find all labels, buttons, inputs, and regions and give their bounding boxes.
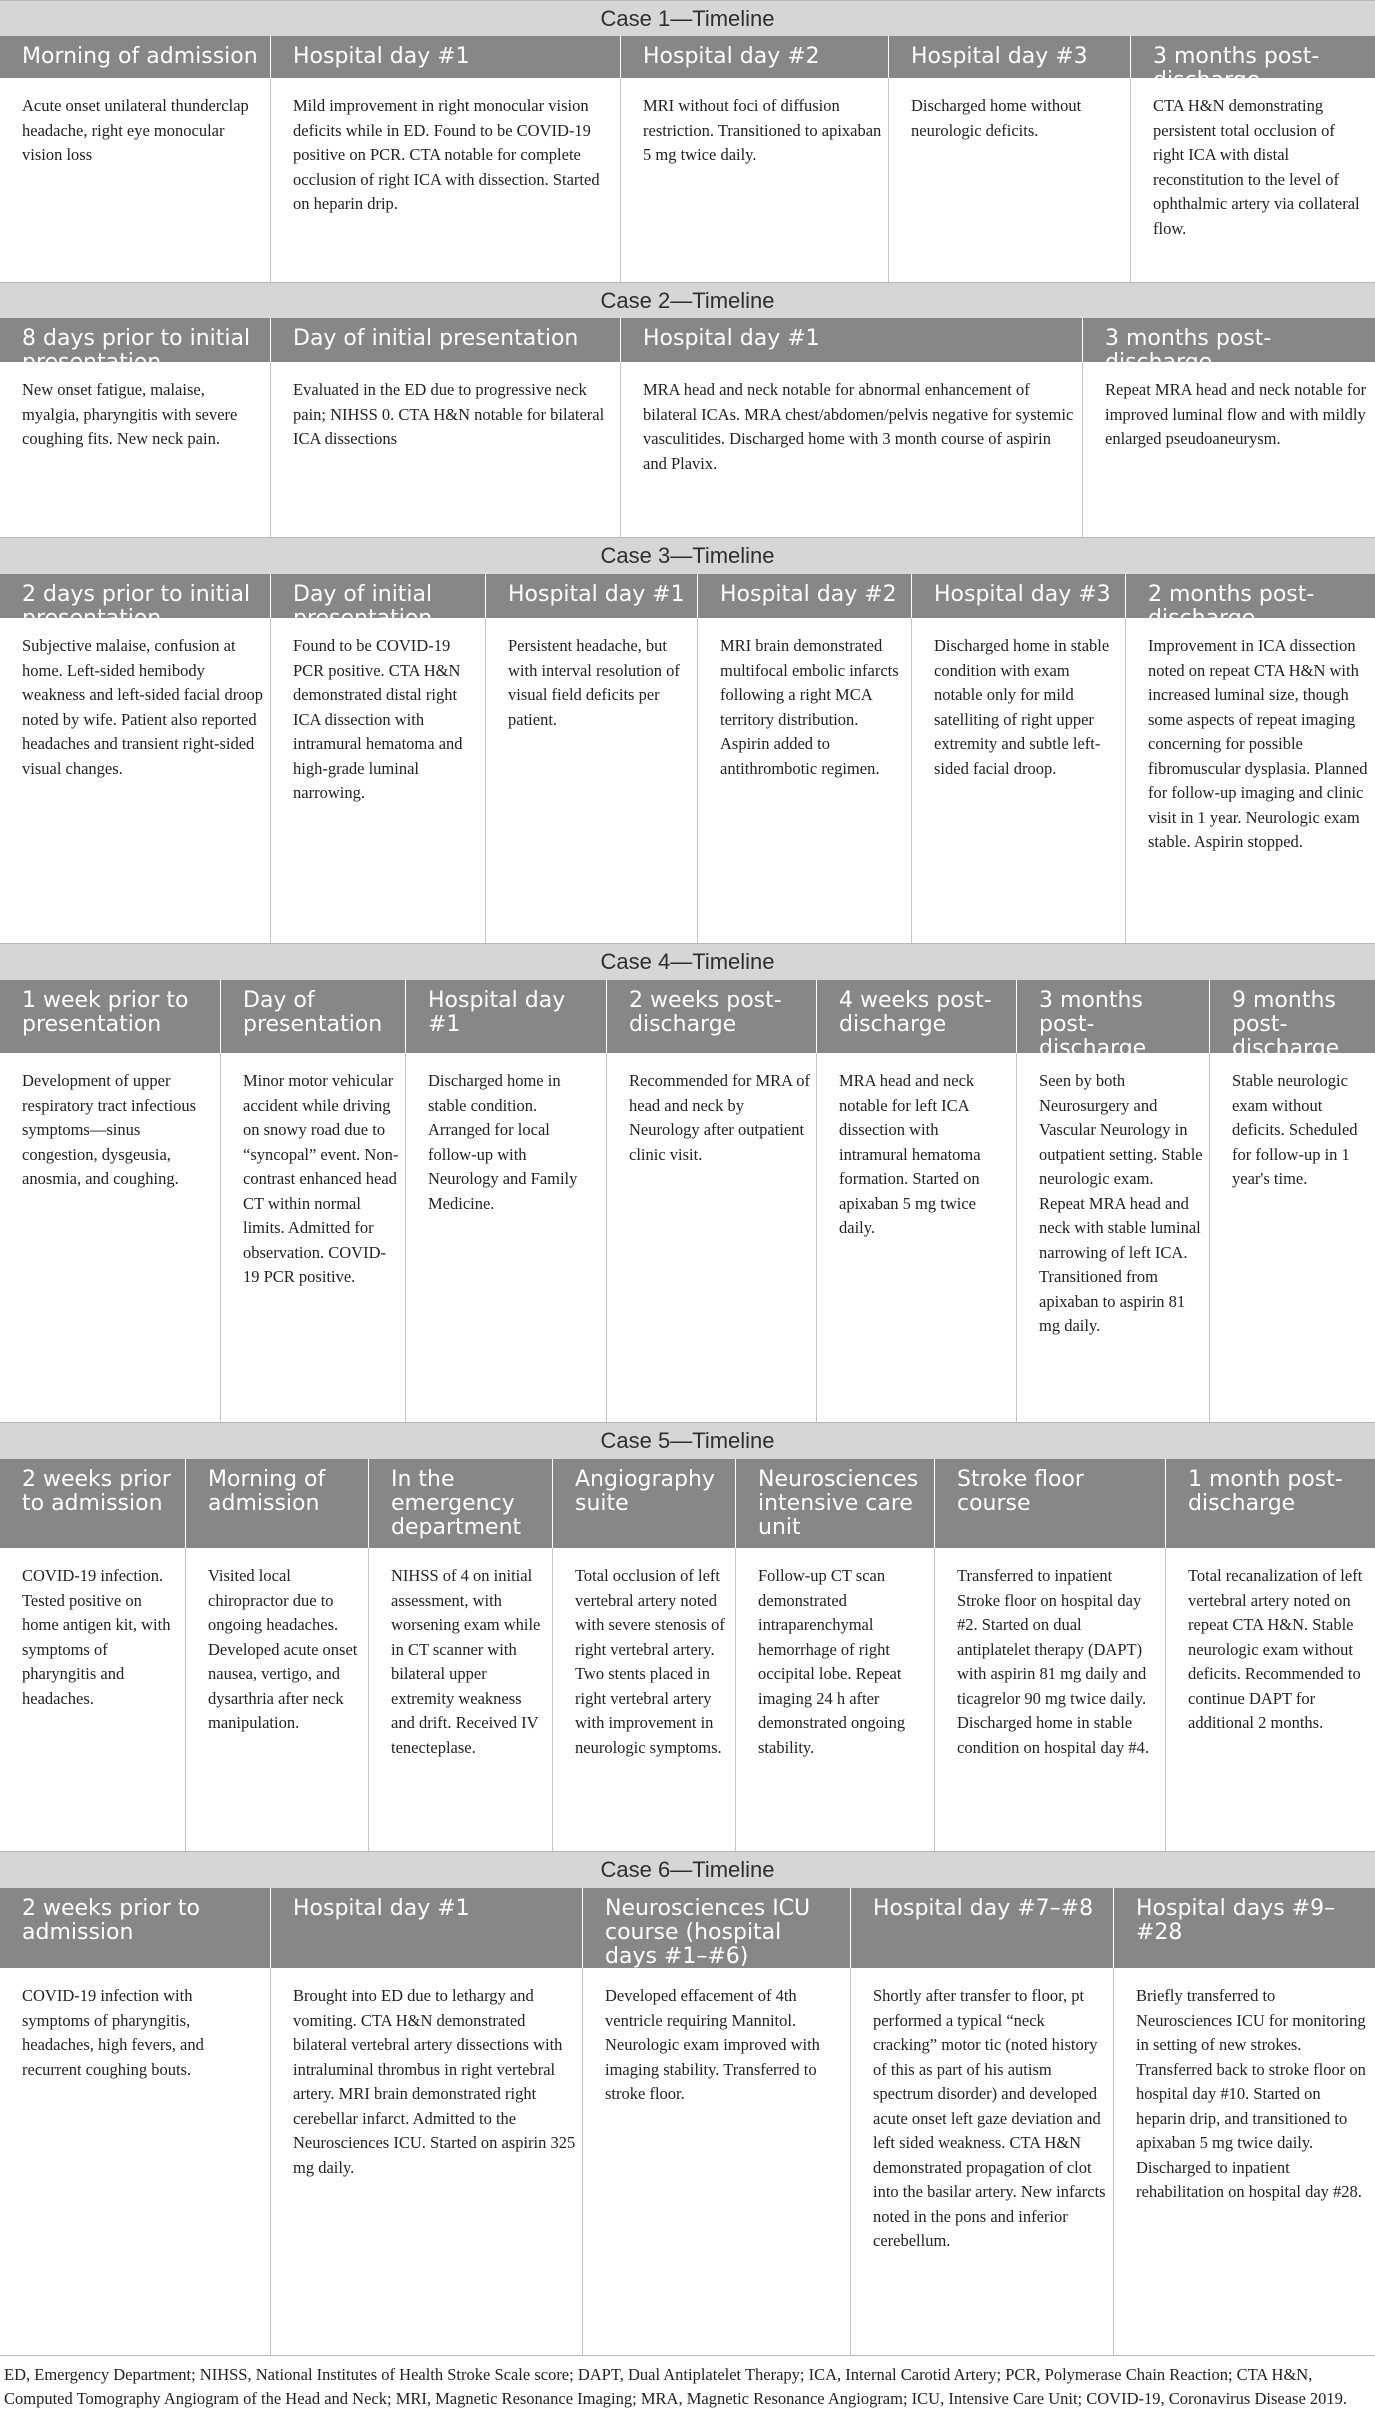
column-header: Hospital day #1: [270, 1888, 582, 1968]
timeline-cell: Seen by both Neurosurgery and Vascular Neurology in outpatient setting. Stable neurologic exam. Repeat MRA head and neck with stable luminal narrowing of left ICA. Transitioned from apixaban to aspirin 81 mg daily.: [1016, 1053, 1209, 1422]
timeline-cell: New onset fatigue, malaise, myalgia, pharyngitis with severe coughing fits. New neck pain.: [22, 380, 238, 448]
column-header: Hospital day #3: [888, 36, 1130, 78]
column-header: Day of presentation: [220, 980, 405, 1053]
timeline-cell: Repeat MRA head and neck notable for improved luminal flow and with mildly enlarged pseudoaneurysm.: [1082, 362, 1375, 537]
timeline-cell: Improvement in ICA dissection noted on repeat CTA H&N with increased luminal size, though some aspects of repeat imaging concerning for possible fibromuscular dysplasia. Planned for follow-up imaging and clinic visit in 1 year. Neurologic exam stable. Aspirin stopped.: [1125, 618, 1375, 943]
timeline-cell: Follow-up CT scan demonstrated intraparenchymal hemorrhage of right occipital lobe. Repeat imaging 24 h after demonstrated ongoing stability.: [735, 1548, 934, 1851]
column-header: In the emergency department: [368, 1459, 552, 1548]
column-header: 2 months post-discharge: [1125, 574, 1375, 618]
column-header: Morning of admission: [185, 1459, 368, 1548]
timeline-cell: Recommended for MRA of head and neck by Neurology after outpatient clinic visit.: [606, 1053, 816, 1422]
timeline-cell: Minor motor vehicular accident while driving on snowy road due to “syncopal” event. Non-contrast enhanced head CT within normal limits. Admitted for observation. COVID-19 PCR positive.: [220, 1053, 405, 1422]
timeline-cell: Discharged home in stable condition with exam notable only for mild satelliting of right upper extremity and subtle left-sided facial droop.: [911, 618, 1125, 943]
column-header: 3 months post-discharge: [1130, 36, 1375, 78]
column-header: 9 months post-discharge: [1209, 980, 1375, 1053]
case-title: Case 5—Timeline: [0, 1422, 1375, 1459]
timeline-cell: COVID-19 infection with symptoms of pharyngitis, headaches, high fevers, and recurrent coughing bouts.: [22, 1986, 204, 2079]
column-header: Neurosciences intensive care unit: [735, 1459, 934, 1548]
column-header: Angiography suite: [552, 1459, 735, 1548]
timeline-cell: MRI brain demonstrated multifocal embolic infarcts following a right MCA territory distribution. Aspirin added to antithrombotic regimen.: [697, 618, 911, 943]
column-header: Hospital day #2: [697, 574, 911, 618]
column-header: 3 months post-discharge: [1082, 318, 1375, 362]
case-title: Case 4—Timeline: [0, 943, 1375, 980]
timeline-cell: MRI without foci of diffusion restriction. Transitioned to apixaban 5 mg twice daily.: [620, 78, 888, 282]
column-header: 2 weeks prior to admission: [0, 1888, 270, 1968]
timeline-cell: Transferred to inpatient Stroke floor on hospital day #2. Started on dual antiplatelet therapy (DAPT) with aspirin 81 mg daily and ticagrelor 90 mg twice daily. Discharged home in stable condition on hospital day #4.: [934, 1548, 1165, 1851]
timeline-cell: Persistent headache, but with interval resolution of visual field deficits per patient.: [485, 618, 697, 943]
column-header: Hospital day #1: [620, 318, 1082, 362]
column-header: 2 weeks post-discharge: [606, 980, 816, 1053]
column-header: Hospital day #7–#8: [850, 1888, 1113, 1968]
timeline-cell: Developed effacement of 4th ventricle requiring Mannitol. Neurologic exam improved with imaging stability. Transferred to stroke floor.: [582, 1968, 850, 2355]
timeline-cell: Discharged home in stable condition. Arranged for local follow-up with Neurology and Family Medicine.: [405, 1053, 606, 1422]
timeline-cell: Brought into ED due to lethargy and vomiting. CTA H&N demonstrated bilateral vertebral artery dissections with intraluminal thrombus in right vertebral artery. MRI brain demonstrated right cerebellar infarct. Admitted to the Neurosciences ICU. Started on aspirin 325 mg daily.: [270, 1968, 582, 2355]
timeline-cell: Evaluated in the ED due to progressive neck pain; NIHSS 0. CTA H&N notable for bilateral ICA dissections: [270, 362, 620, 537]
footnote: ED, Emergency Department; NIHSS, National Institutes of Health Stroke Scale score; DAPT, Dual Antiplatelet Therapy; ICA, Internal Carotid Artery; PCR, Polymerase Chain Reaction; CTA H&N, Computed Tomography Angiogram of the Head and Neck; MRI, Magnetic Resonance Imaging; MRA, Magnetic Resonance Angiogram; ICU, Intensive Care Unit; COVID-19, Coronavirus Disease 2019.: [4, 2365, 1348, 2408]
column-header: Hospital day #1: [270, 36, 620, 78]
timeline-cell: MRA head and neck notable for left ICA dissection with intramural hematoma formation. Started on apixaban 5 mg twice daily.: [816, 1053, 1016, 1422]
column-header: Neurosciences ICU course (hospital days #1–#6): [582, 1888, 850, 1968]
timeline-cell: Development of upper respiratory tract infectious symptoms—sinus congestion, dysgeusia, anosmia, and coughing.: [22, 1071, 197, 1188]
column-header: 2 weeks prior to admission: [0, 1459, 185, 1548]
column-header: 8 days prior to initial presentation: [0, 318, 270, 362]
timeline-cell: CTA H&N demonstrating persistent total occlusion of right ICA with distal reconstitution to the level of ophthalmic artery via collateral flow.: [1130, 78, 1375, 282]
column-header: 1 week prior to presentation: [0, 980, 220, 1053]
column-header: Stroke floor course: [934, 1459, 1165, 1548]
timeline-cell: NIHSS of 4 on initial assessment, with worsening exam while in CT scanner with bilateral upper extremity weakness and drift. Received IV tenecteplase.: [368, 1548, 552, 1851]
timeline-cell: COVID-19 infection. Tested positive on home antigen kit, with symptoms of pharyngitis and headaches.: [22, 1566, 171, 1708]
timeline-cell: Shortly after transfer to floor, pt performed a typical “neck cracking” motor tic (noted history of this as part of his autism spectrum disorder) and developed acute onset left gaze deviation and left sided weakness. CTA H&N demonstrated propagation of clot into the basilar artery. New infarcts noted in the pons and inferior cerebellum.: [850, 1968, 1113, 2355]
case-title: Case 6—Timeline: [0, 1851, 1375, 1888]
column-header: Hospital day #2: [620, 36, 888, 78]
column-header: 2 days prior to initial presentation: [0, 574, 270, 618]
timeline-cell: Acute onset unilateral thunderclap headache, right eye monocular vision loss: [22, 96, 249, 164]
case-title: Case 2—Timeline: [0, 282, 1375, 318]
timeline-cell: Total recanalization of left vertebral artery noted on repeat CTA H&N. Stable neurologic exam without deficits. Recommended to continue DAPT for additional 2 months.: [1165, 1548, 1375, 1851]
timeline-cell: Subjective malaise, confusion at home. Left-sided hemibody weakness and left-sided facial droop noted by wife. Patient also reported headaches and transient right-sided visual changes.: [22, 636, 263, 778]
column-header: 1 month post-discharge: [1165, 1459, 1375, 1548]
column-header: Hospital days #9–#28: [1113, 1888, 1375, 1968]
column-header: Day of initial presentation: [270, 318, 620, 362]
case-title: Case 1—Timeline: [0, 0, 1375, 36]
case-title: Case 3—Timeline: [0, 537, 1375, 574]
timeline-cell: Visited local chiropractor due to ongoing headaches. Developed acute onset nausea, vertigo, and dysarthria after neck manipulation.: [185, 1548, 368, 1851]
timeline-cell: Briefly transferred to Neurosciences ICU for monitoring in setting of new strokes. Transferred back to stroke floor on hospital day #10. Started on heparin drip, and transitioned to apixaban 5 mg twice daily. Discharged to inpatient rehabilitation on hospital day #28.: [1113, 1968, 1375, 2355]
timeline-cell: Found to be COVID-19 PCR positive. CTA H&N demonstrated distal right ICA dissection with intramural hematoma and high-grade luminal narrowing.: [270, 618, 485, 943]
column-header: Hospital day #3: [911, 574, 1125, 618]
column-header: Day of initial presentation: [270, 574, 485, 618]
timeline-cell: Stable neurologic exam without deficits. Scheduled for follow-up in 1 year's time.: [1209, 1053, 1375, 1422]
timeline-cell: Total occlusion of left vertebral artery noted with severe stenosis of right vertebral artery. Two stents placed in right vertebral artery with improvement in neurologic symptoms.: [552, 1548, 735, 1851]
column-header: 3 months post-discharge: [1016, 980, 1209, 1053]
timeline-cell: Discharged home without neurologic deficits.: [888, 78, 1130, 282]
column-header: Morning of admission: [0, 36, 270, 78]
timeline-cell: MRA head and neck notable for abnormal enhancement of bilateral ICAs. MRA chest/abdomen/pelvis negative for systemic vasculitides. Discharged home with 3 month course of aspirin and Plavix.: [620, 362, 1082, 537]
column-header: Hospital day #1: [485, 574, 697, 618]
timeline-cell: Mild improvement in right monocular vision deficits while in ED. Found to be COVID-19 positive on PCR. CTA notable for complete occlusion of right ICA with dissection. Started on heparin drip.: [270, 78, 620, 282]
column-header: 4 weeks post-discharge: [816, 980, 1016, 1053]
column-header: Hospital day #1: [405, 980, 606, 1053]
